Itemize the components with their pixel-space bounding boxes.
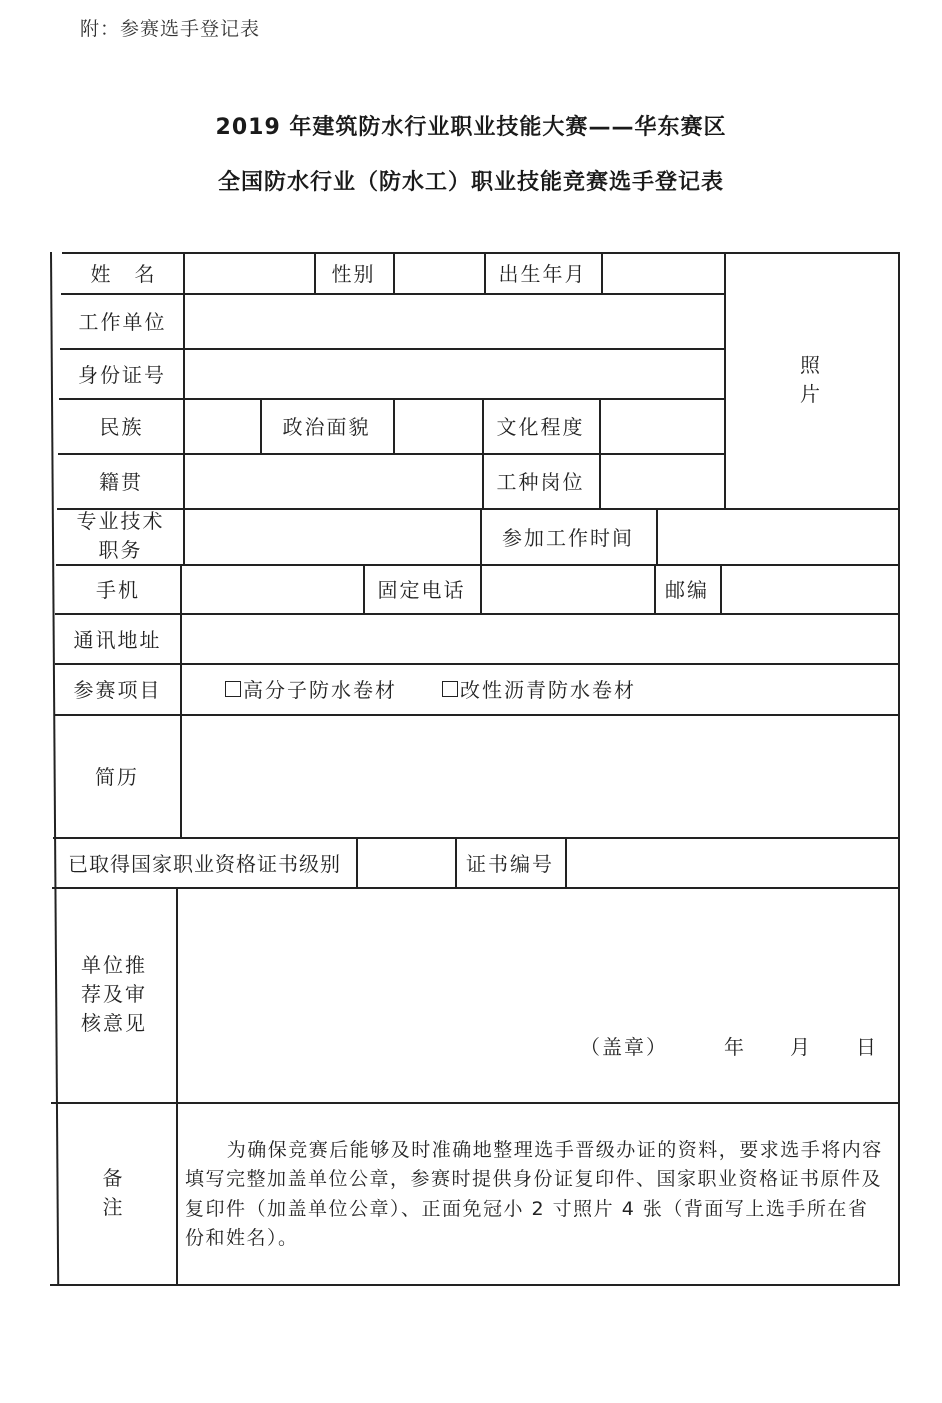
label-id-number: 身份证号 (78, 362, 166, 387)
label-name: 姓 名 (90, 262, 157, 286)
event-option-2[interactable]: 改性沥青防水卷材 (442, 663, 636, 714)
label-resume: 简历 (95, 765, 139, 789)
attachment-label: 附：参赛选手登记表 (80, 18, 261, 40)
label-political-status: 政治面貌 (282, 415, 371, 439)
label-event: 参赛项目 (73, 678, 162, 702)
label-job-position: 工种岗位 (496, 470, 585, 494)
title-line-2: 全国防水行业（防水工）职业技能竞赛选手登记表 (217, 170, 724, 195)
label-gender: 性别 (331, 262, 376, 286)
label-address: 通讯地址 (73, 627, 162, 652)
label-landline: 固定电话 (377, 578, 466, 602)
seal-date: （盖章） 年 月 日 (580, 1035, 878, 1059)
label-professional-title: 专业技术 职务 (76, 509, 165, 562)
label-cert-number: 证书编号 (466, 851, 554, 876)
label-work-start: 参加工作时间 (502, 525, 634, 550)
label-mobile: 手机 (96, 578, 140, 602)
label-photo: 照 片 (800, 353, 822, 406)
label-remarks: 备 注 (102, 1166, 125, 1219)
label-employer: 工作单位 (78, 310, 167, 334)
label-birth: 出生年月 (498, 262, 587, 286)
label-recommendation: 单位推 荐及审 核意见 (81, 953, 147, 1035)
event-option-1[interactable]: 高分子防水卷材 (225, 663, 397, 714)
checkbox-icon[interactable] (442, 681, 458, 697)
label-ethnicity: 民族 (99, 415, 144, 439)
title-line-1: 2019 年建筑防水行业职业技能大赛——华东赛区 (215, 115, 727, 140)
label-cert-level: 已取得国家职业资格证书级别 (68, 851, 341, 876)
label-native-place: 籍贯 (99, 470, 143, 494)
label-postcode: 邮编 (665, 578, 709, 602)
remarks-text: 为确保竞赛后能够及时准确地整理选手晋级办证的资料，要求选手将内容填写完整加盖单位公章，参赛时提供身份证复印件、国家职业资格证书原件及复印件（加盖单位公章）、正面免冠小 2 寸照片 4 张（背面写上选手所在省份和姓名）。 (185, 1139, 883, 1250)
label-education: 文化程度 (496, 415, 585, 439)
checkbox-icon[interactable] (225, 681, 241, 697)
registration-form (50, 246, 900, 1286)
